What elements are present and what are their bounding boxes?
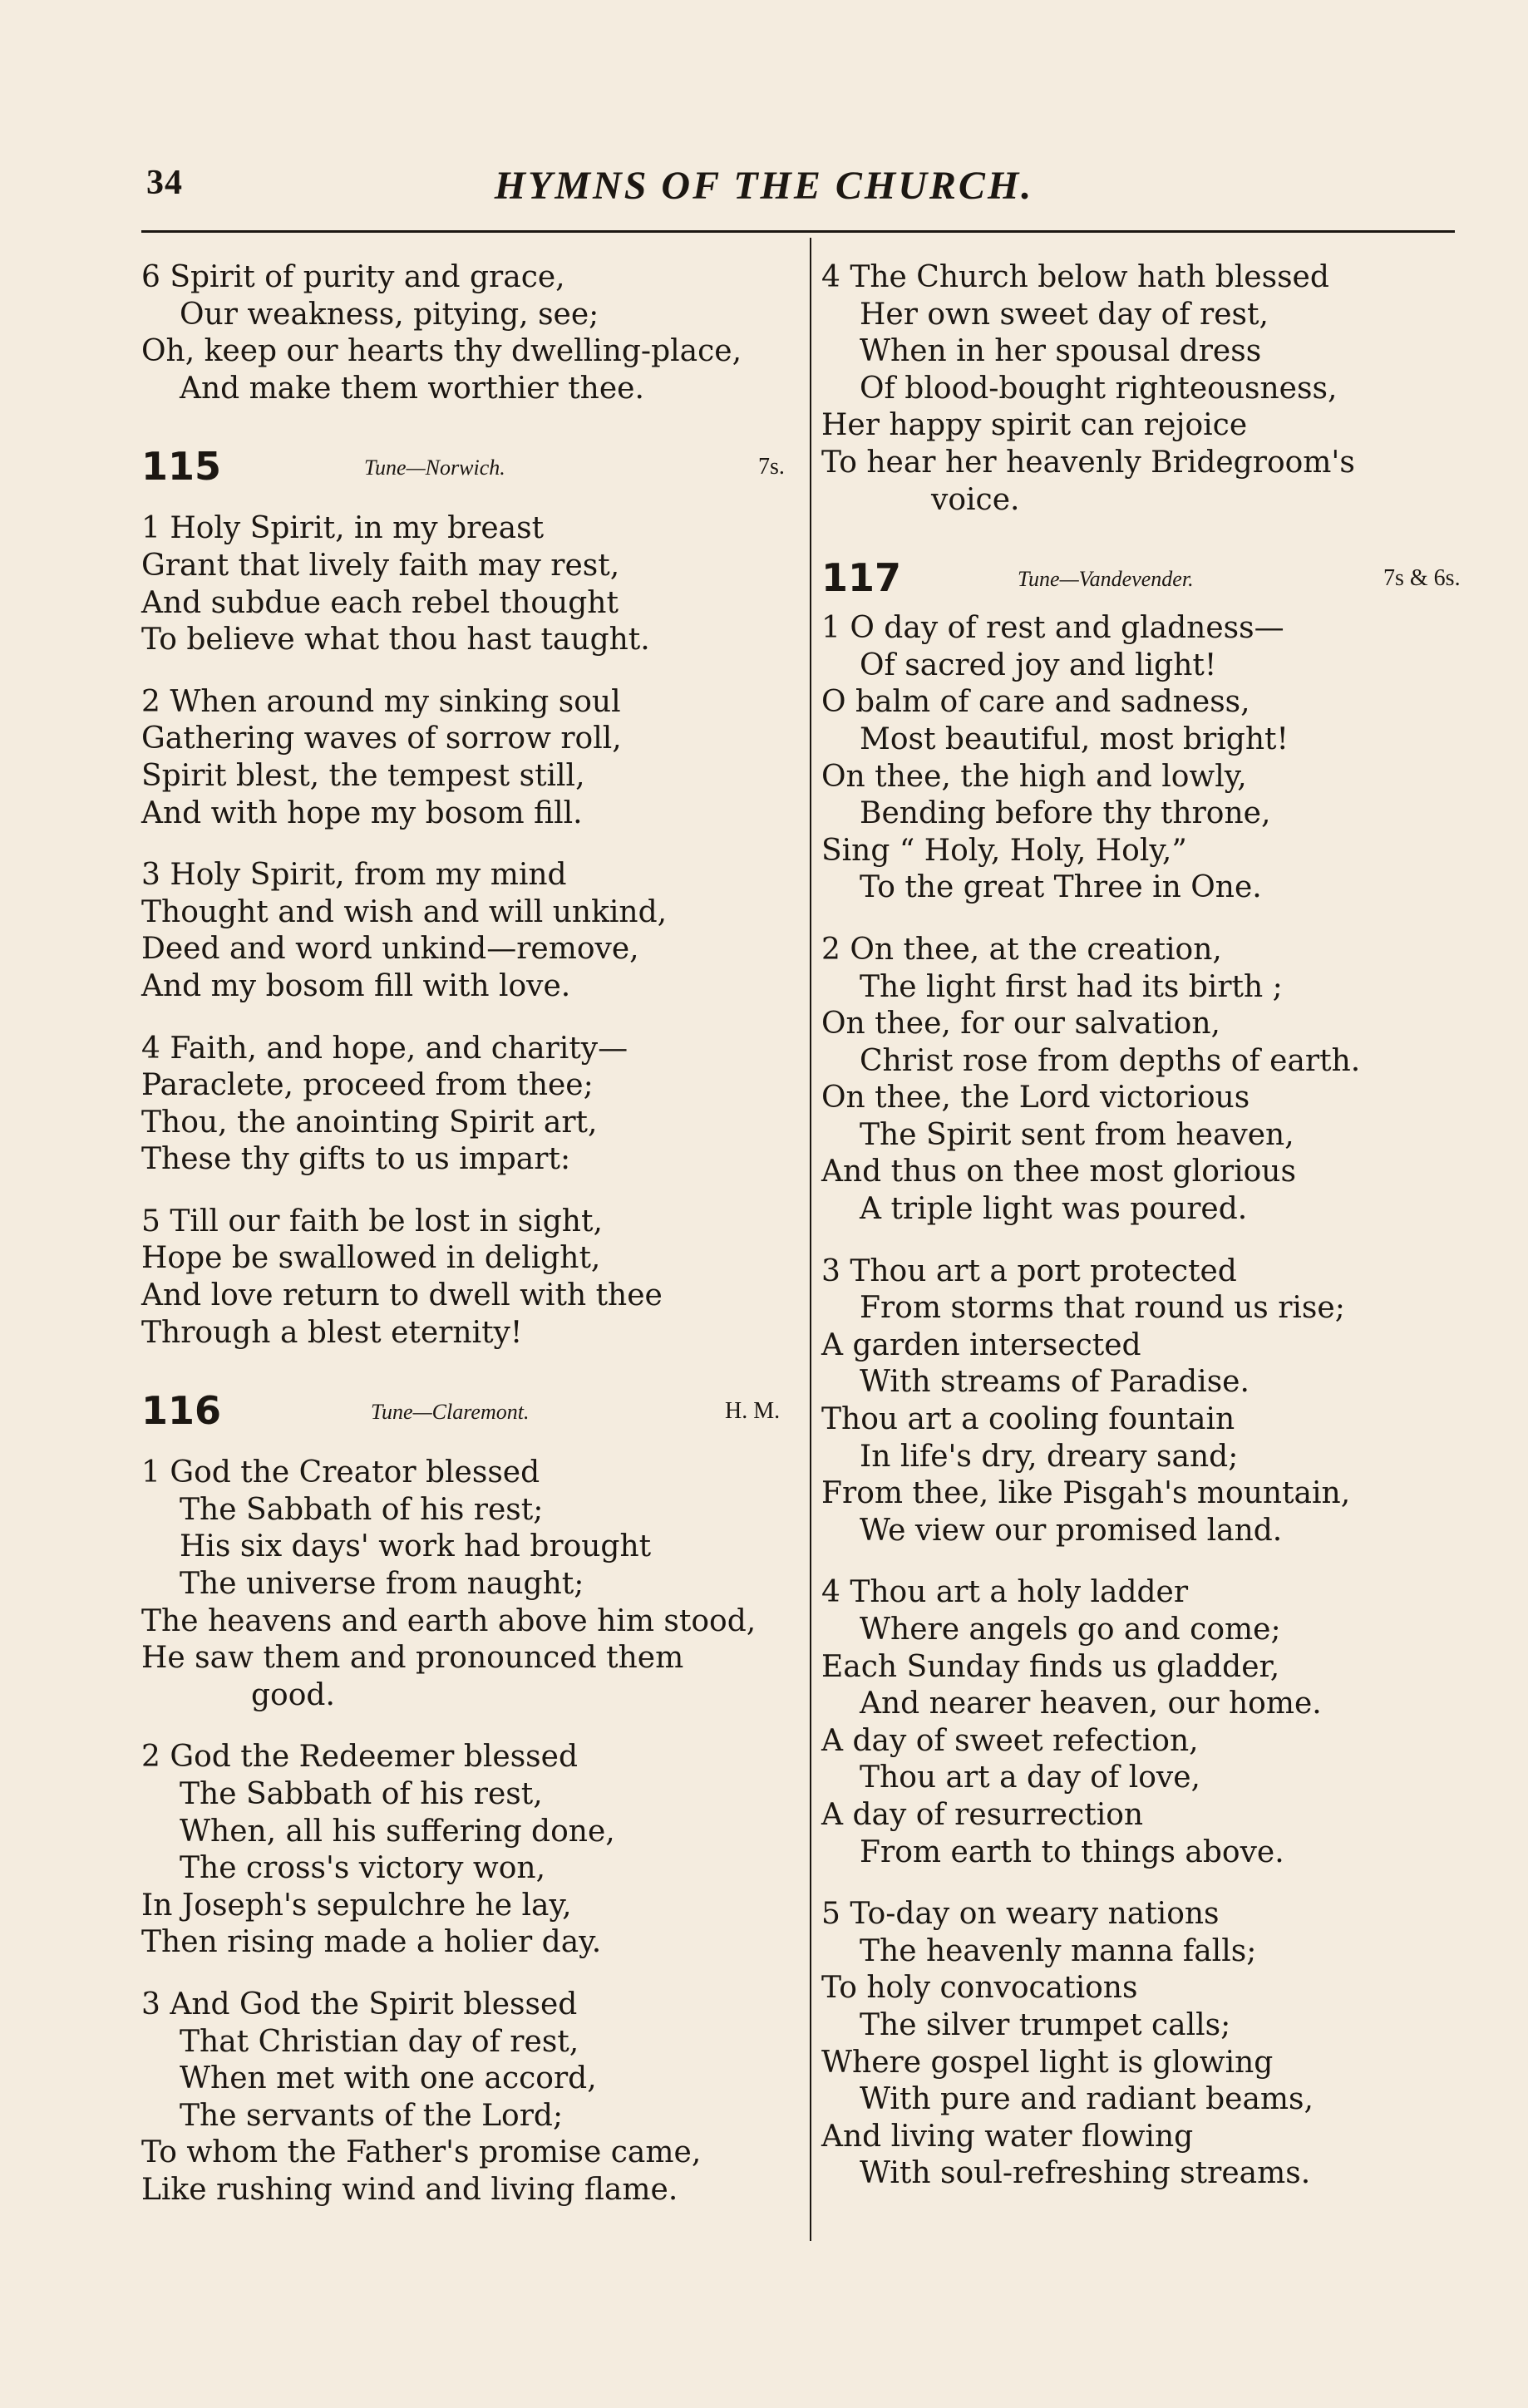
verse-line: Grant that lively faith may rest, — [141, 548, 620, 583]
verse-line: From thee, like Pisgah's mountain, — [821, 1476, 1351, 1511]
verse-line: Sing “ Holy, Holy, Holy,” — [821, 833, 1187, 868]
verse-line: 4 The Church below hath blessed — [821, 260, 1329, 294]
stanza — [821, 1896, 1486, 2193]
verse-line: 3 Thou art a port protected — [821, 1253, 1237, 1288]
verse-line: On thee, for our salvation, — [821, 1007, 1220, 1041]
verse-line: Hope be swallowed in delight, — [141, 1241, 601, 1276]
verse-line: And subdue each rebel thought — [141, 585, 619, 620]
verse-line: 2 God the Redeemer blessed — [141, 1740, 578, 1775]
verse-line: The heavens and earth above him stood, — [141, 1603, 757, 1638]
verse-line: And with hope my bosom fill. — [141, 795, 583, 830]
verse-line: And make them worthier thee. — [180, 371, 644, 406]
verse-line: voice. — [931, 482, 1020, 517]
verse-line: From earth to things above. — [860, 1834, 1284, 1869]
header-rule — [141, 230, 1455, 233]
verse-line: When in her spousal dress — [860, 334, 1262, 369]
verse-line: From storms that round us rise; — [860, 1291, 1345, 1326]
meter: H. M. — [725, 1398, 781, 1425]
verse-line: These thy gifts to us impart: — [141, 1142, 571, 1177]
verse-line: That Christian day of rest, — [180, 2024, 579, 2059]
verse-line: 3 Holy Spirit, from my mind — [141, 858, 567, 893]
stanza — [821, 1253, 1486, 1550]
tune-name: Tune—Vandevender. — [1018, 567, 1194, 592]
stanza — [141, 857, 806, 1005]
verse-line: Of blood-bought righteousness, — [860, 371, 1338, 406]
verse-line: And nearer heaven, our home. — [860, 1687, 1322, 1721]
verse-line: O balm of care and sadness, — [821, 685, 1250, 720]
verse-line: The light first had its birth ; — [860, 969, 1283, 1004]
stanza — [821, 932, 1486, 1229]
hymn-number: 116 — [141, 1388, 222, 1434]
verse-line: And living water flowing — [821, 2119, 1194, 2154]
verse-line: Where angels go and come; — [860, 1613, 1281, 1647]
verse-line: Where gospel light is glowing — [821, 2045, 1274, 2080]
verse-line: Her own sweet day of rest, — [860, 297, 1269, 332]
verse-line: The heavenly manna falls; — [860, 1933, 1257, 1968]
verse-line: Oh, keep our hearts thy dwelling-place, — [141, 334, 742, 369]
verse-line: Thou art a cooling fountain — [821, 1402, 1235, 1437]
verse-line: Bending before thy throne, — [860, 796, 1271, 831]
verse-line: Thou, the anointing Spirit art, — [141, 1105, 598, 1140]
verse-line: When met with one accord, — [180, 2061, 597, 2096]
verse-line: In life's dry, dreary sand; — [860, 1439, 1239, 1474]
stanza — [141, 1739, 806, 1962]
hymn-header — [821, 549, 1486, 610]
verse-line: Our weakness, pitying, see; — [180, 297, 599, 332]
verse-line: To the great Three in One. — [860, 870, 1262, 905]
verse-line: 2 On thee, at the creation, — [821, 932, 1222, 967]
stanza — [821, 610, 1486, 907]
verse-line: Then rising made a holier day. — [141, 1925, 602, 1960]
verse-line: A day of resurrection — [821, 1797, 1144, 1832]
left-column — [141, 259, 806, 2209]
verse-line: Like rushing wind and living flame. — [141, 2172, 678, 2207]
verse-line: With pure and radiant beams, — [860, 2082, 1314, 2117]
verse-line: The cross's victory won, — [180, 1851, 546, 1886]
verse-line: Thought and wish and will unkind, — [141, 894, 668, 929]
verse-line: And love return to dwell with thee — [141, 1278, 663, 1313]
hymn-number: 115 — [141, 444, 222, 490]
column-divider — [810, 238, 811, 2241]
verse-line: The Spirit sent from heaven, — [860, 1117, 1294, 1152]
verse-line: To whom the Father's promise came, — [141, 2135, 702, 2170]
verse-line: With streams of Paradise. — [860, 1365, 1250, 1400]
verse-line: With soul-refreshing streams. — [860, 2156, 1311, 2191]
verse-line: On thee, the Lord victorious — [821, 1081, 1250, 1115]
verse-line: Deed and word unkind—remove, — [141, 932, 639, 967]
tune-name: Tune—Claremont. — [371, 1400, 530, 1425]
verse-line: The Sabbath of his rest; — [180, 1492, 544, 1527]
verse-line: He saw them and pronounced them — [141, 1641, 684, 1676]
verse-line: 6 Spirit of purity and grace, — [141, 260, 565, 294]
meter: 7s. — [758, 454, 785, 480]
verse-line: The servants of the Lord; — [180, 2098, 564, 2133]
verse-line: 2 When around my sinking soul — [141, 684, 621, 719]
verse-line: Thou art a day of love, — [860, 1760, 1200, 1795]
stanza — [141, 684, 806, 832]
verse-line: Through a blest eternity! — [141, 1315, 523, 1350]
verse-line: To holy convocations — [821, 1971, 1138, 2006]
verse-line: The universe from naught; — [180, 1567, 584, 1602]
running-title: HYMNS OF THE CHURCH. — [494, 164, 1034, 208]
stanza — [821, 1574, 1486, 1871]
verse-line: 5 Till our faith be lost in sight, — [141, 1204, 603, 1238]
page-number: 34 — [146, 164, 183, 202]
verse-line: 1 God the Creator blessed — [141, 1455, 540, 1490]
verse-line: good. — [251, 1677, 335, 1712]
verse-line: Gathering waves of sorrow roll, — [141, 721, 622, 756]
stanza — [141, 1455, 806, 1714]
verse-line: On thee, the high and lowly, — [821, 759, 1247, 794]
verse-line: Most beautiful, most bright! — [860, 721, 1289, 756]
verse-line: Her happy spirit can rejoice — [821, 408, 1248, 443]
hymn-number: 117 — [821, 555, 902, 601]
verse-line: Each Sunday finds us gladder, — [821, 1649, 1280, 1684]
verse-line: A day of sweet refection, — [821, 1723, 1199, 1758]
verse-line: And thus on thee most glorious — [821, 1155, 1296, 1189]
verse-line: 5 To-day on weary nations — [821, 1897, 1220, 1932]
verse-line: Of sacred joy and light! — [860, 648, 1217, 682]
verse-line: 4 Thou art a holy ladder — [821, 1575, 1189, 1610]
verse-line: We view our promised land. — [860, 1513, 1283, 1548]
verse-line: 4 Faith, and hope, and charity— — [141, 1031, 628, 1066]
right-column — [821, 259, 1486, 2193]
verse-line: 3 And God the Spirit blessed — [141, 1987, 578, 2021]
stanza — [141, 1987, 806, 2209]
verse-line: A triple light was poured. — [860, 1192, 1248, 1227]
verse-line: When, all his suffering done, — [180, 1814, 615, 1849]
verse-line: 1 O day of rest and gladness— — [821, 611, 1284, 646]
hymn-header — [141, 437, 806, 499]
verse-line: And my bosom fill with love. — [141, 968, 571, 1003]
verse-line: Christ rose from depths of earth. — [860, 1043, 1361, 1078]
stanza — [141, 259, 806, 407]
stanza — [141, 1031, 806, 1179]
verse-line: Spirit blest, the tempest still, — [141, 758, 585, 793]
stanza — [821, 259, 1486, 519]
meter: 7s & 6s. — [1383, 565, 1461, 592]
verse-line: The Sabbath of his rest, — [180, 1777, 543, 1811]
verse-line: To believe what thou hast taught. — [141, 623, 650, 657]
verse-line: In Joseph's sepulchre he lay, — [141, 1888, 572, 1923]
verse-line: 1 Holy Spirit, in my breast — [141, 511, 545, 546]
verse-line: The silver trumpet calls; — [860, 2007, 1231, 2042]
verse-line: Paraclete, proceed from thee; — [141, 1068, 594, 1103]
verse-line: His six days' work had brought — [180, 1529, 652, 1564]
hymn-header — [141, 1381, 806, 1443]
verse-line: To hear her heavenly Bridegroom's — [821, 445, 1355, 480]
stanza — [141, 510, 806, 658]
tune-name: Tune—Norwich. — [364, 456, 505, 480]
stanza — [141, 1204, 806, 1352]
verse-line: A garden intersected — [821, 1327, 1141, 1362]
